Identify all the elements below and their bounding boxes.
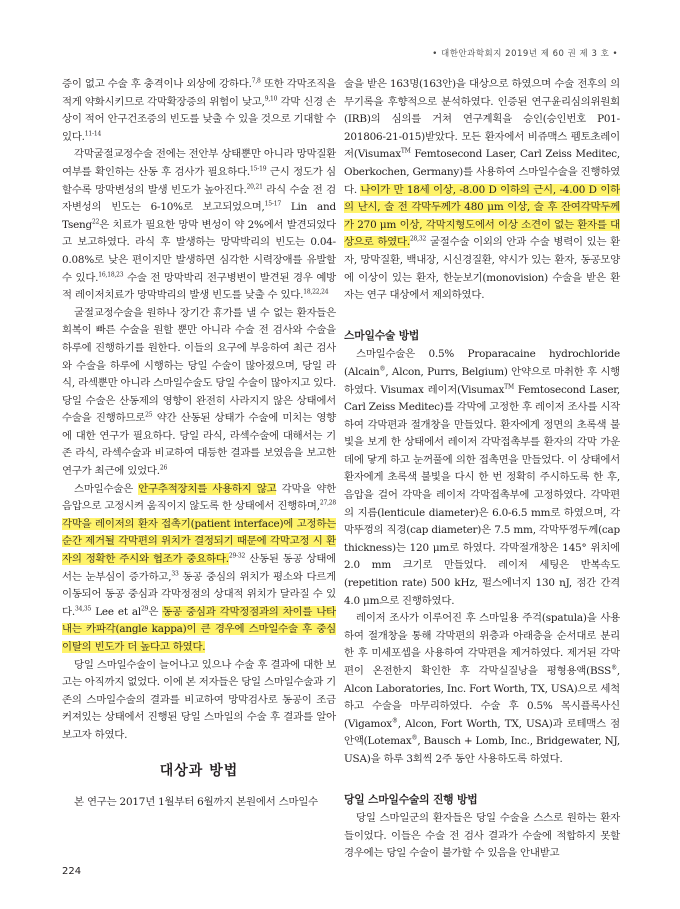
text-run: Femtosecond Laser, Carl Zeiss Meditec)를 각막에 고정한 후 레이저 조사를 시작하여 각막편과 절개창을 만들었다. 환자에게 정면의 초록색 불빛을 보게 한 상태에서 레이저 각막접촉부를 환자의 각막 가운데에 닿게 하고 눈꺼풀에 의한 접촉면을 만들었다. 이 상태에서 환자에게 초록색 불빛을 다시 한 번 정확히 주시하도록 한 후, 음압을 걸어 각막을 레이저 각막접촉부에 고정하였다. 각막편의 지름(lenticule diameter)은 6.0-6.5 mm로 하였으며, 각막뚜껑의 직경(cap diameter)은 7.5 mm, 각막뚜껑두께(cap thickness)는 120 μm로 하였다. 각막절개창은 145° 위치에 2.0 mm 크기로 만들었다. 레이저 세팅은 반복속도(repetition rate) 500 kHz, 펄스에너지 130 nJ, 점간 간격 4.0 μm으로 진행하였다. <box>344 383 620 607</box>
text-run: 굴절교정수술을 원하나 장기간 휴가를 낼 수 없는 환자들은 회복이 빠른 수술을 원할 뿐만 아니라 수술 전 검사와 수술을 하루에 진행하기를 원한다. 이들의 요구에 부응하여 최근 검사와 수술을 하루에 시행하는 당일 수술이 많아졌으며, 당일 라식, 라섹뿐만 아니라 스마일수술도 당일 수술이 많아지고 있다. 당일 수술은 산동제의 영향이 완전히 사라지지 않은 상태에서 수술을 진행하므로 <box>62 306 336 425</box>
paragraph-retina-exam <box>62 146 336 304</box>
page-number: 224 <box>62 866 82 877</box>
text-run: 약간 산동된 상태가 수술에 미치는 영향에 대한 연구가 필요하다. 당일 라식, 라섹수술에 대해서는 기존 라식, 라섹수술과 비교하여 대등한 결과를 보였음을 보고한 연구가 최근에 있었다. <box>62 412 336 478</box>
registered-mark: ® <box>411 734 418 742</box>
citation: 15-19 <box>250 165 267 173</box>
paragraph-smile-procedure <box>344 346 620 610</box>
text-run: , Bausch + Lomb, Inc., Bridgewater, NJ, USA)을 하루 3회씩 2주 동안 사용하도록 하였다. <box>344 735 620 765</box>
text-run: Lee et al <box>91 605 142 618</box>
text-run: 레이저 조사가 이루어진 후 스마일용 주걱(spatula)을 사용하여 절개창을 통해 각막편의 위층과 아래층을 순서대로 분리한 후 미세포셉을 사용하여 각막편을 제거하였다. 제거된 각막편이 온전한지 확인한 후 각막실질낭을 평형용액(BSS <box>344 612 620 677</box>
citation: 16,18,23 <box>98 271 124 279</box>
text-run: 각막 신경 손상이 적어 안구건조증의 빈도를 낮출 수 있을 것으로 기대할 수 있다. <box>62 95 336 143</box>
paragraph-intro-benefits <box>62 76 336 146</box>
paragraph-smile-fixation <box>62 481 336 657</box>
citation: 27,28 <box>319 499 337 507</box>
highlight: 각막을 레이저의 환자 접촉기(patient interface)에 고정하는 순간 제거될 각막편의 위치가 결정되기 때문에 각막고정 시 환자의 정확한 주시와 협조가 중요하다. <box>62 517 336 566</box>
section-title-methods: 대상과 방법 <box>159 762 239 779</box>
text-run: 각막굴절교정수술 전에는 전안부 상태뿐만 아니라 망막질환 여부를 확인하는 산동 후 검사가 필요하다. <box>62 148 336 178</box>
highlight: 안구추적장치를 사용하지 않고 <box>138 482 277 495</box>
text-run: , Alcon, Purrs, Belgium) 안약으로 마취한 후 시행하였다. Visumax 레이저(Visumax <box>344 365 620 396</box>
text-run: 스마일수술은 0.5% Proparacaine hydrochloride (Alcain <box>344 348 620 378</box>
paragraph-same-day-method: 당일 스마일군의 환자들은 당일 수술을 스스로 원하는 환자들이었다. 이들은 수술 전 검사 결과가 수술에 적합하지 못할 경우에는 당일 수술이 불가할 수 있음을 안내받고 <box>344 812 620 860</box>
citation: 7,8 <box>251 77 261 85</box>
highlight: 나이가 만 18세 이상, -8.00 D 이하의 근시, -4.00 D 이하의 난시, 술 전 각막두께가 480 μm 이상, 술 후 잔여각막두께가 270 μm 이상, 각막지형도에서 이상 소견이 없는 환자를 대상으로 하였다. <box>344 183 620 249</box>
text-run: 또한 각막조직을 적게 약화시키므로 각막확장증의 위험이 낮고, <box>62 78 336 108</box>
registered-mark: ® <box>379 365 386 373</box>
paragraph-lenticule-removal <box>344 610 620 768</box>
text-run: 증이 없고 수술 후 충격이나 외상에 강하다. <box>62 78 252 90</box>
citation: 29-32 <box>228 552 246 560</box>
citation: 26 <box>159 464 168 472</box>
paragraph-same-day-surgery <box>62 305 336 481</box>
text-run: 근시 정도가 심할수록 망막변성의 발생 빈도가 높아진다. <box>62 165 336 196</box>
text-run: 동공 중심의 위치가 평소와 다르게 이동되어 동공 중심과 각막정점의 상대적 위치가 달라질 수 있다. <box>62 570 336 618</box>
text-run: 은 <box>148 605 163 618</box>
citation: 11-14 <box>84 130 102 138</box>
citation: 34,35 <box>74 605 92 613</box>
citation: 28,32 <box>409 235 427 243</box>
text-run: 수술 전 망막박리 전구병변이 발견된 경우 예방적 레이저치료가 망막박리의 발생 빈도를 낮출 수 있다. <box>62 271 337 302</box>
citation: 33 <box>171 570 179 578</box>
citation: 20,21 <box>246 183 263 191</box>
highlight: 동공 중심과 각막정점과의 차이를 나타내는 카파각(angle kappa)이 큰 경우에 스마일수술 후 중심 이탈의 빈도가 더 높다고 하였다. <box>62 605 337 653</box>
paragraph-subjects <box>344 76 620 305</box>
citation: 22 <box>92 218 100 226</box>
subsection-title-smile-method: 스마일수술 방법 <box>344 328 420 342</box>
trademark: TM <box>504 383 514 391</box>
citation: 25 <box>145 411 153 419</box>
right-column <box>344 76 620 863</box>
text-run: 굴절수술 이외의 안과 수술 병력이 있는 환자, 망막질환, 백내장, 시신경질환, 약시가 있는 환자, 동공모양에 이상이 있는 환자, 한눈보기(monovision) 수술을 받은 환자는 연구 대상에서 제외하였다. <box>344 236 620 302</box>
text-run: 스마일수술은 <box>74 482 139 495</box>
citation: 15-17 <box>264 200 281 208</box>
registered-mark: ® <box>611 664 617 672</box>
text-run: 산동된 동공 상태에서는 눈부심이 증가하고, <box>62 553 336 583</box>
text-run: , Alcon Laboratories, Inc. Fort Worth, TX, USA)으로 세척하고 수술을 마무리하였다. 수술 후 0.5% 목시플록사신(Vigamox <box>344 665 620 730</box>
text-run: Lin and Tseng <box>62 201 336 231</box>
citation: 29 <box>141 605 149 613</box>
text-run: 각막을 약한 음압으로 고정시켜 움직이지 않도록 한 상태에서 진행하며, <box>62 482 336 513</box>
citation: 9,10 <box>264 95 278 103</box>
text-run: , Alcon, Fort Worth, TX, USA)과 로테맥스 점안액(Lotemax <box>344 717 620 748</box>
text-run: 은 치료가 필요한 망막 변성이 약 2%에서 발견되었다고 보고하였다. 라식 후 발생하는 망막박리의 빈도는 0.04-0.08%로 낮은 편이지만 발생하면 심각한 시력장애를 유발할 수 있다. <box>62 218 336 284</box>
paragraph-methods-start: 본 연구는 2017년 1월부터 6월까지 본원에서 스마일수 <box>74 796 318 809</box>
registered-mark: ® <box>391 717 398 725</box>
text-run: 술을 받은 163명(163안)을 대상으로 하였으며 수술 전후의 의무기록을 후향적으로 분석하였다. 인증된 연구윤리심의위원회(IRB)의 심의를 거쳐 연구계획을 승인(승인번호 P01-201806-21-015)받았다. 모든 환자에서 비쥬맥스 펨토초레이저(Visumax <box>344 78 620 161</box>
text-run: 라식 수술 전 검자변성의 빈도는 6-10%로 보고되었으며, <box>62 183 336 214</box>
running-header: • 대한안과학회지 2019년 제 60 권 제 3 호 • <box>432 49 618 59</box>
subsection-title-same-day: 당일 스마일수술의 진행 방법 <box>344 792 478 806</box>
trademark: TM <box>400 147 411 155</box>
paragraph-study-aim: 당일 스마일수술이 늘어나고 있으나 수술 후 결과에 대한 보고는 아직까지 없었다. 이에 본 저자들은 당일 스마일수술과 기존의 스마일수술의 결과를 비교하여 망막검사로 동공이 조금 커져있는 상태에서 진행된 당일 스마일의 수술 후 결과를 알아보고자 하였다. <box>62 658 336 741</box>
text-run: Femtosecond Laser, Carl Zeiss Meditec, Oberkochen, Germany)를 사용하여 스마일수술을 진행하였다. <box>344 148 620 196</box>
citation: 18,22,24 <box>303 288 329 296</box>
left-column <box>62 76 336 812</box>
